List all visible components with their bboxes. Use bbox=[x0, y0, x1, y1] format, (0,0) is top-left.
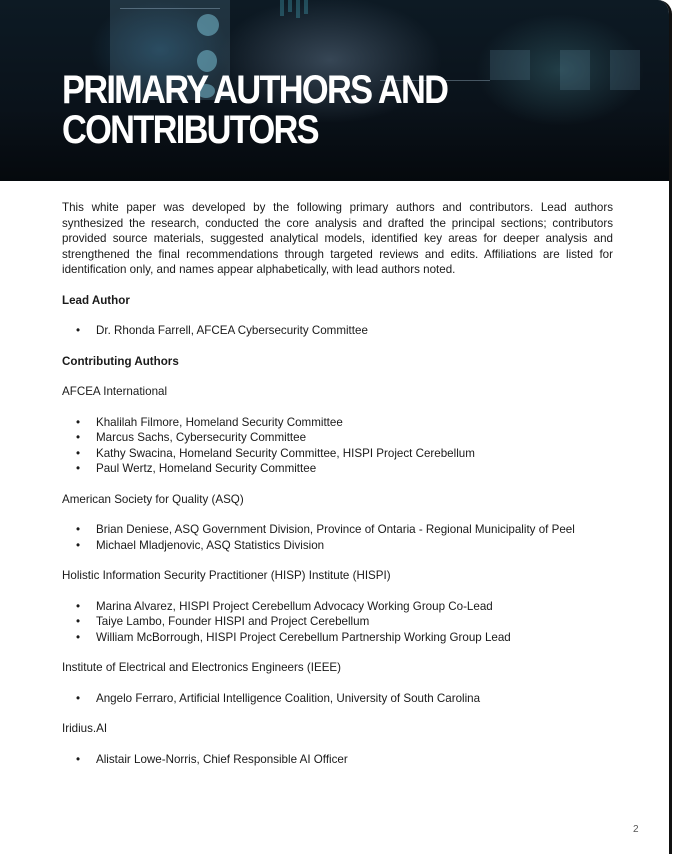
list-item bbox=[62, 461, 613, 477]
organization-list bbox=[62, 384, 613, 767]
title-line-2: CONTRIBUTORS bbox=[62, 108, 318, 152]
bullet-icon: • bbox=[76, 752, 81, 766]
organization-name: American Society for Quality (ASQ) bbox=[62, 492, 244, 506]
bullet-icon: • bbox=[76, 538, 81, 552]
organization-name: AFCEA International bbox=[62, 385, 168, 398]
bullet-icon: • bbox=[76, 523, 81, 536]
list-item-text: William McBorrough, HISPI Project Cerebellum Partnership Working Group Lead bbox=[96, 630, 511, 644]
lead-author-heading: Lead Author bbox=[62, 293, 130, 307]
bullet-icon: • bbox=[76, 691, 81, 705]
bullet-icon: • bbox=[76, 324, 81, 337]
list-item bbox=[62, 614, 613, 630]
bullet-icon: • bbox=[76, 415, 81, 429]
list-item-text: Khalilah Filmore, Homeland Security Committee bbox=[96, 415, 343, 429]
bullet-icon: • bbox=[76, 599, 81, 613]
list-item bbox=[62, 415, 613, 431]
list-item bbox=[62, 691, 613, 707]
list-item bbox=[62, 446, 613, 462]
organization-name: Iridius.AI bbox=[62, 722, 108, 735]
list-item-text: Marina Alvarez, HISPI Project Cerebellum Advocacy Working Group Co-Lead bbox=[96, 599, 493, 613]
list-item bbox=[62, 630, 613, 646]
organization-name: Holistic Information Security Practitioner (HISP) Institute (HISPI) bbox=[62, 569, 391, 582]
page-content bbox=[62, 200, 613, 782]
contributor-list bbox=[62, 599, 613, 646]
lead-author-list bbox=[62, 323, 613, 339]
organization-name: Institute of Electrical and Electronics Engineers (IEEE) bbox=[62, 661, 342, 674]
list-item bbox=[62, 599, 613, 615]
bullet-icon: • bbox=[76, 630, 81, 644]
bullet-icon: • bbox=[76, 431, 81, 444]
list-item-text: Kathy Swacina, Homeland Security Committee, HISPI Project Cerebellum bbox=[96, 446, 475, 460]
bullet-icon: • bbox=[76, 615, 81, 628]
list-item-text: Brian Deniese, ASQ Government Division, Province of Ontaria - Regional Municipality of Peel bbox=[96, 523, 575, 536]
page-title bbox=[62, 70, 447, 150]
list-item bbox=[62, 430, 613, 446]
contributing-authors-heading: Contributing Authors bbox=[62, 354, 179, 368]
list-item-text: Alistair Lowe-Norris, Chief Responsible AI Officer bbox=[96, 752, 348, 766]
bullet-icon: • bbox=[76, 446, 81, 460]
contributor-list bbox=[62, 415, 613, 477]
contributor-list bbox=[62, 752, 613, 768]
list-item-text: Taiye Lambo, Founder HISPI and Project Cerebellum bbox=[96, 615, 370, 628]
list-item-text: Paul Wertz, Homeland Security Committee bbox=[96, 462, 317, 475]
title-line-1: PRIMARY AUTHORS AND bbox=[62, 68, 448, 112]
list-item bbox=[62, 323, 613, 339]
list-item bbox=[62, 752, 613, 768]
bullet-icon: • bbox=[76, 462, 81, 475]
page-number: 2 bbox=[633, 824, 639, 835]
header-banner-image bbox=[0, 0, 669, 181]
list-item bbox=[62, 522, 613, 538]
list-item-text: Michael Mladjenovic, ASQ Statistics Division bbox=[96, 538, 325, 552]
list-item bbox=[62, 538, 613, 554]
list-item-text: Angelo Ferraro, Artificial Intelligence Coalition, University of South Carolina bbox=[96, 691, 481, 705]
intro-paragraph: This white paper was developed by the following primary authors and contributors. Lead authors synthesized the research, conducted the core analysis and drafted the principal sections; contributors provided source materials, suggested analytical models, identified key areas for deeper analysis and strengthened the final recommendations through targeted reviews and edits. Affiliations are listed for identification only, and names appear alphabetically, with lead authors noted. bbox=[62, 201, 613, 276]
list-item-text: Marcus Sachs, Cybersecurity Committee bbox=[96, 431, 307, 444]
contributor-list bbox=[62, 522, 613, 553]
contributor-list bbox=[62, 691, 613, 707]
list-item-text: Dr. Rhonda Farrell, AFCEA Cybersecurity Committee bbox=[96, 324, 368, 337]
